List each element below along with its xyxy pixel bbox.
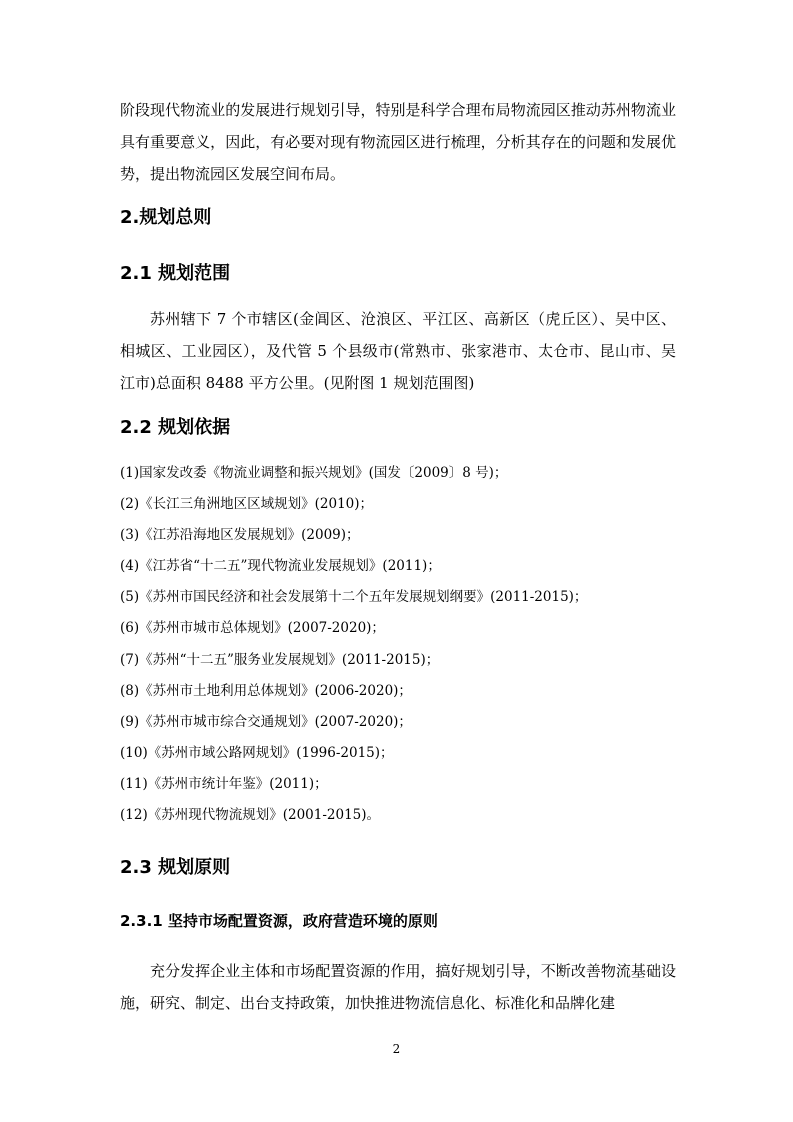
reference-item: (9)《苏州市城市综合交通规划》(2007-2020)； <box>120 713 412 730</box>
reference-item: (1)国家发改委《物流业调整和振兴规划》(国发〔2009〕8 号)； <box>120 465 508 481</box>
section-2-2-heading: 2.2 规划依据 <box>120 417 231 438</box>
reference-list <box>120 458 676 831</box>
section-2-1-paragraph: 苏州辖下 7 个市辖区(金阊区、沧浪区、平江区、高新区（虎丘区）、吴中区、相城区、工业园区），及代管 5 个县级市(常熟市、张家港市、太仓市、昆山市、吴江市)总面积 8488 平方公里。(见附图 1 规划范围图) <box>120 310 676 392</box>
section-2-1-heading: 2.1 规划范围 <box>120 263 231 284</box>
page-number: 2 <box>392 1042 401 1056</box>
reference-item: (8)《苏州市土地利用总体规划》(2006-2020)； <box>120 682 412 699</box>
reference-item: (7)《苏州“十二五”服务业发展规划》(2011-2015)； <box>120 651 440 668</box>
intro-paragraph: 阶段现代物流业的发展进行规划引导，特别是科学合理布局物流园区推动苏州物流业具有重要意义，因此，有必要对现有物流园区进行梳理，分析其存在的问题和发展优势，提出物流园区发展空间布局。 <box>120 101 676 183</box>
section-2-heading: 2.规划总则 <box>120 207 212 228</box>
section-2-3-1-heading: 2.3.1 坚持市场配置资源，政府营造环境的原则 <box>120 912 438 930</box>
reference-item: (4)《江苏省“十二五”现代物流业发展规划》(2011)； <box>120 558 441 575</box>
reference-item: (2)《长江三角洲地区区域规划》(2010)； <box>120 496 374 513</box>
section-2-3-heading: 2.3 规划原则 <box>120 857 231 878</box>
reference-item: (10)《苏州市域公路网规划》(1996-2015)； <box>120 744 394 761</box>
reference-item: (5)《苏州市国民经济和社会发展第十二个五年发展规划纲要》(2011-2015)； <box>120 589 588 606</box>
section-2-3-1-paragraph: 充分发挥企业主体和市场配置资源的作用，搞好规划引导，不断改善物流基础设施，研究、制定、出台支持政策，加快推进物流信息化、标准化和品牌化建 <box>120 962 676 1012</box>
reference-item: (3)《江苏沿海地区发展规划》(2009)； <box>120 527 360 544</box>
reference-item: (11)《苏州市统计年鉴》(2011)； <box>120 775 328 792</box>
reference-item: (12)《苏州现代物流规划》(2001-2015)。 <box>120 807 381 824</box>
reference-item: (6)《苏州市城市总体规划》(2007-2020)； <box>120 620 385 637</box>
